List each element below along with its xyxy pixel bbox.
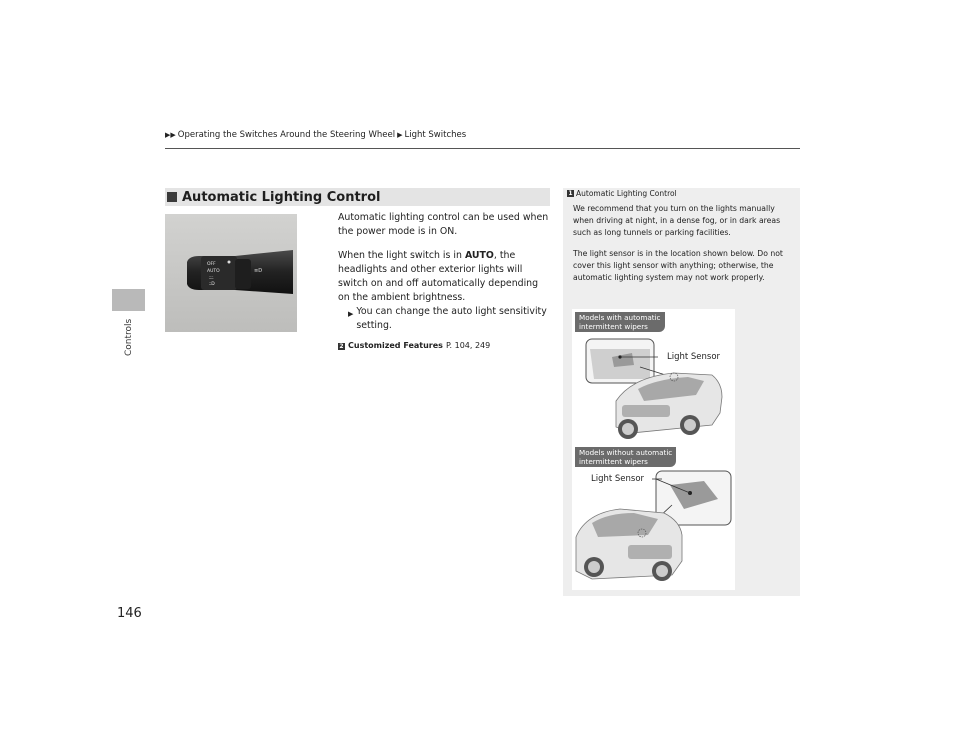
light-sensor-label-top: Light Sensor: [667, 352, 721, 362]
breadcrumb-arrow-icon: ▶▶: [165, 131, 176, 139]
svg-text:≡D: ≡D: [254, 268, 263, 274]
model-tag-automatic-wipers: Models with automatic intermittent wipers: [575, 312, 665, 332]
note-icon: 1: [568, 190, 573, 197]
note-paragraph: We recommend that you turn on the lights manually when driving at night, in a dense fog, or in dark areas such as long tunnels or parking facilities.: [573, 204, 781, 237]
section-body: [338, 211, 551, 353]
note-body: [573, 203, 797, 293]
body-paragraph: Automatic lighting control can be used when the power mode is in ON.: [338, 212, 549, 237]
light-switch-photo: [165, 214, 297, 332]
light-sensor-label-bottom: Light Sensor: [591, 474, 645, 484]
header-divider: [165, 148, 800, 149]
section-square-icon: [167, 192, 177, 202]
note-arrow-icon: ▶: [348, 310, 354, 318]
model-tag-without-automatic-wipers: Models without automatic intermittent wipers: [575, 447, 676, 467]
note-heading: 1 Automatic Lighting Control: [568, 189, 677, 198]
breadcrumb: [165, 130, 466, 140]
light-switch-stalk-illustration: [165, 214, 297, 332]
page-number: 146: [117, 606, 142, 621]
cross-reference-pages[interactable]: P. 104, 249: [445, 341, 491, 350]
breadcrumb-item-switches[interactable]: Operating the Switches Around the Steering Wheel: [177, 130, 396, 140]
stalk-label-auto: AUTO: [207, 269, 220, 274]
note-paragraph: The light sensor is in the location shown below. Do not cover this light sensor with anything; otherwise, the automatic lighting system may not work properly.: [573, 249, 783, 282]
sub-note: ▶ You can change the auto light sensitivity setting.: [348, 306, 547, 331]
stalk-label-off: OFF: [207, 262, 216, 267]
section-title: Automatic Lighting Control: [182, 189, 381, 205]
auto-position-label: AUTO: [464, 250, 494, 261]
stalk-label-headlight: ﾆD: [209, 282, 215, 287]
chapter-tab: [112, 289, 145, 311]
cross-reference-icon: 2: [339, 342, 344, 350]
cross-reference-title[interactable]: Customized Features: [348, 341, 443, 350]
stalk-label-parking: ﾆﾆ: [209, 276, 214, 281]
body-paragraph: When the light switch is in AUTO, the headlights and other exterior lights will switch on and off automatically depending on the ambient brightness.: [338, 250, 539, 303]
cross-reference[interactable]: [338, 339, 551, 353]
light-sensor-figure: [572, 309, 735, 590]
breadcrumb-item-light-switches[interactable]: Light Switches: [404, 130, 467, 140]
chapter-tab-label: Controls: [124, 318, 134, 356]
section-heading: [165, 188, 550, 206]
breadcrumb-arrow-icon: ▶: [397, 131, 403, 139]
